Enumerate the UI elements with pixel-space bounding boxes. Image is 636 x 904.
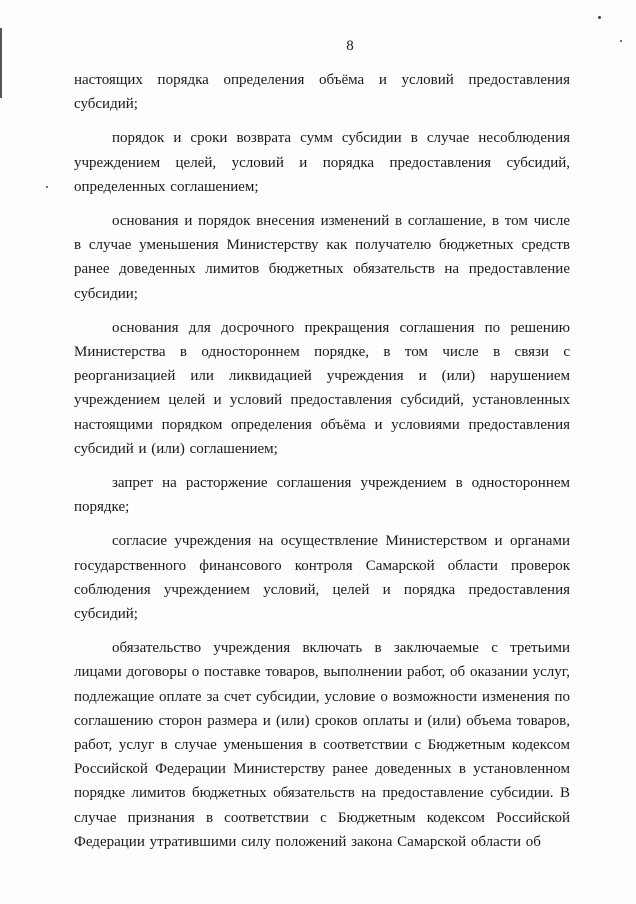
paragraph: основания и порядок внесения изменений в соглашение, в том числе в случае уменьшения Министерству как получателю бюджетных средств ранее доведенных лимитов бюджетных обязательств на предоставление субсидии; bbox=[74, 213, 570, 302]
scan-speck bbox=[598, 16, 601, 19]
paragraph: порядок и сроки возврата сумм субсидии в случае несоблюдения учреждением целей, условий и порядка предоставления субсидий, определенных соглашением; bbox=[74, 130, 570, 195]
paragraph: согласие учреждения на осуществление Министерством и органами государственного финансового контроля Самарской области проверок соблюдения учреждением условий, целей и порядка предоставления субсидий; bbox=[74, 533, 570, 623]
paragraph: основания для досрочного прекращения соглашения по решению Министерства в одностороннем порядке, в том числе в связи с реорганизацией или ликвидацией учреждения и (или) нарушением учреждением целей и условий предоставления субсидий, установленных настоящими порядком определения объёма и условиями предоставления субсидий и (или) соглашением; bbox=[74, 319, 570, 457]
paragraph: запрет на расторжение соглашения учреждением в одностороннем порядке; bbox=[74, 475, 570, 516]
scan-speck bbox=[46, 186, 48, 188]
document-body bbox=[74, 68, 570, 854]
page-number: 8 bbox=[346, 38, 354, 54]
paragraph: обязательство учреждения включать в заключаемые с третьими лицами договоры о поставке товаров, выполнении работ, об оказании услуг, подлежащие оплате за счет субсидии, условие о возможности изменения по соглашению сторон размера и (или) сроков оплаты и (или) объема товаров, работ, услуг в случае уменьшения в соответствии с Бюджетным кодексом Российской Федерации Министерству ранее доведенных в установленном порядке лимитов бюджетных обязательств на предоставление субсидии. В случае признания в соответствии с Бюджетным кодексом Российской Федерации утратившими силу положений закона Самарской области об bbox=[74, 640, 570, 850]
paragraph: настоящих порядка определения объёма и условий предоставления субсидий; bbox=[74, 72, 570, 113]
